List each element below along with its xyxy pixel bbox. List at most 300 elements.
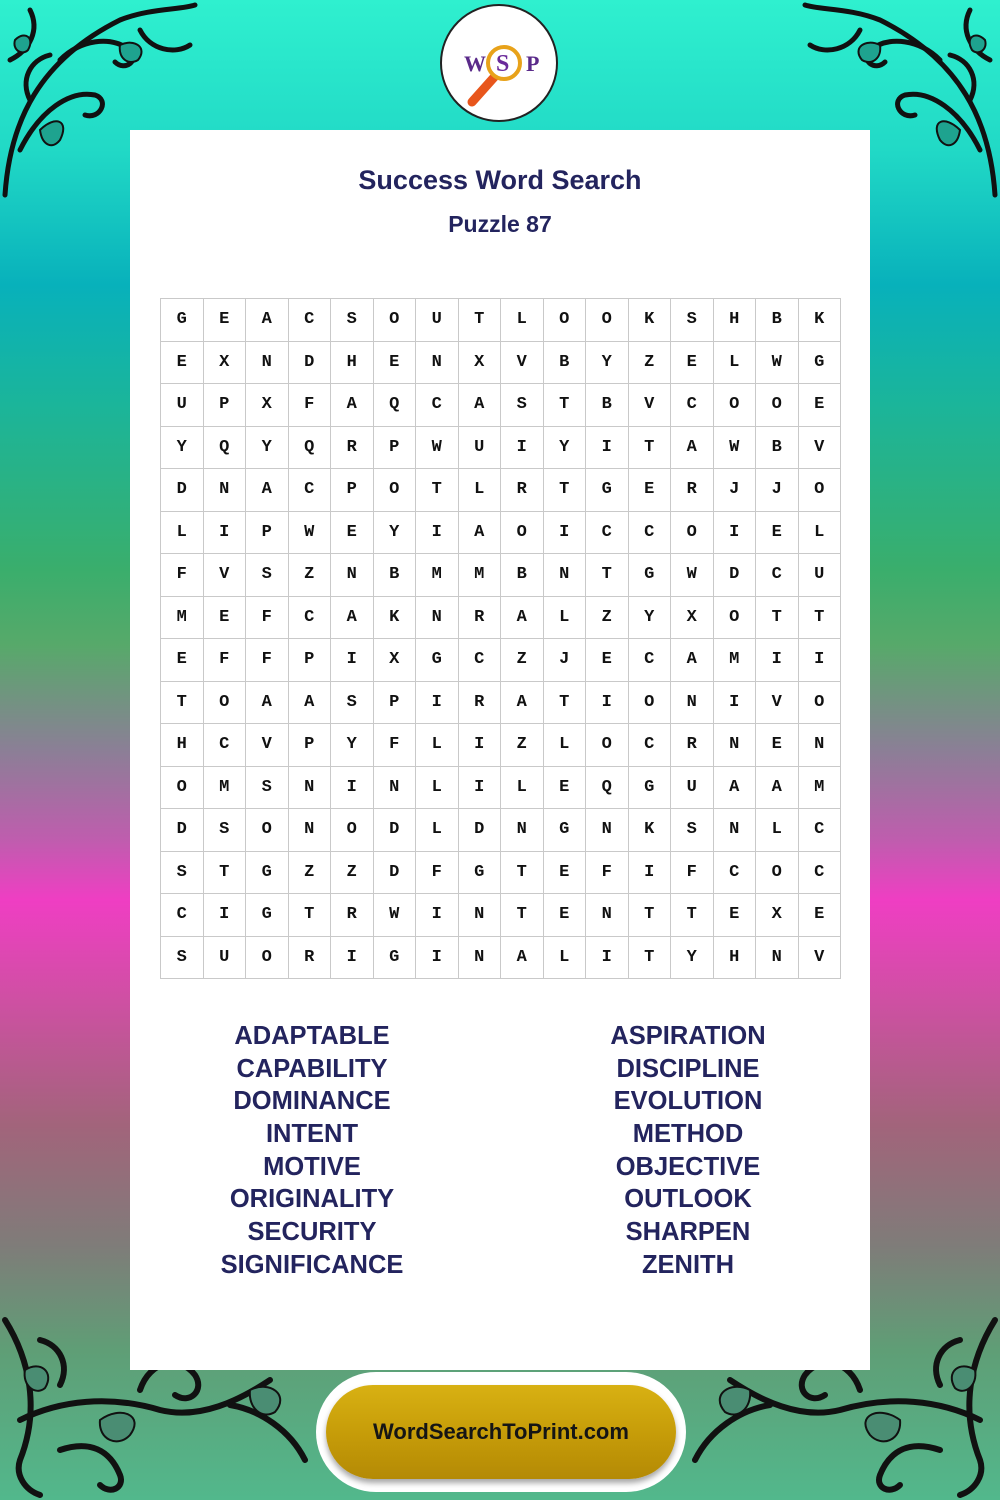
- grid-cell: L: [756, 809, 799, 852]
- grid-cell: I: [416, 511, 459, 554]
- grid-cell: E: [798, 894, 841, 937]
- grid-cell: E: [798, 384, 841, 427]
- website-button[interactable]: [326, 1385, 676, 1479]
- grid-cell: G: [798, 341, 841, 384]
- grid-row: [161, 596, 841, 639]
- grid-cell: N: [458, 894, 501, 937]
- grid-cell: C: [798, 809, 841, 852]
- grid-cell: D: [373, 809, 416, 852]
- grid-cell: Y: [246, 426, 289, 469]
- grid-cell: O: [161, 766, 204, 809]
- grid-cell: I: [798, 639, 841, 682]
- grid-cell: N: [203, 469, 246, 512]
- grid-cell: Q: [288, 426, 331, 469]
- grid-cell: V: [246, 724, 289, 767]
- grid-cell: I: [458, 766, 501, 809]
- grid-cell: K: [628, 299, 671, 342]
- grid-cell: U: [416, 299, 459, 342]
- grid-cell: O: [756, 384, 799, 427]
- grid-cell: G: [458, 851, 501, 894]
- grid-row: [161, 724, 841, 767]
- grid-cell: G: [373, 936, 416, 979]
- grid-cell: U: [161, 384, 204, 427]
- grid-cell: R: [671, 469, 714, 512]
- grid-cell: B: [756, 299, 799, 342]
- grid-cell: A: [671, 639, 714, 682]
- grid-cell: L: [458, 469, 501, 512]
- grid-cell: C: [458, 639, 501, 682]
- grid-cell: S: [331, 681, 374, 724]
- grid-cell: I: [586, 936, 629, 979]
- word-item: EVOLUTION: [613, 1087, 763, 1116]
- grid-cell: R: [331, 894, 374, 937]
- logo-letter-s: S: [496, 51, 510, 77]
- grid-cell: L: [416, 724, 459, 767]
- grid-cell: F: [416, 851, 459, 894]
- wsp-logo: [440, 4, 558, 122]
- grid-cell: Z: [586, 596, 629, 639]
- grid-cell: N: [713, 724, 756, 767]
- grid-cell: N: [586, 809, 629, 852]
- grid-row: [161, 511, 841, 554]
- grid-cell: Y: [628, 596, 671, 639]
- grid-cell: E: [161, 341, 204, 384]
- grid-cell: C: [416, 384, 459, 427]
- grid-cell: L: [543, 936, 586, 979]
- grid-cell: K: [373, 596, 416, 639]
- grid-cell: I: [458, 724, 501, 767]
- grid-cell: G: [586, 469, 629, 512]
- grid-cell: R: [458, 596, 501, 639]
- grid-cell: C: [756, 554, 799, 597]
- grid-cell: A: [458, 511, 501, 554]
- grid-row: [161, 639, 841, 682]
- grid-cell: O: [246, 936, 289, 979]
- grid-cell: L: [416, 809, 459, 852]
- grid-cell: Z: [288, 851, 331, 894]
- grid-cell: N: [331, 554, 374, 597]
- grid-cell: C: [713, 851, 756, 894]
- letter-grid: [160, 298, 841, 979]
- grid-cell: T: [671, 894, 714, 937]
- grid-cell: A: [671, 426, 714, 469]
- grid-cell: Q: [373, 384, 416, 427]
- grid-cell: O: [373, 469, 416, 512]
- grid-cell: F: [203, 639, 246, 682]
- grid-cell: J: [543, 639, 586, 682]
- grid-cell: V: [628, 384, 671, 427]
- grid-cell: H: [161, 724, 204, 767]
- grid-cell: U: [671, 766, 714, 809]
- grid-cell: F: [288, 384, 331, 427]
- grid-cell: X: [458, 341, 501, 384]
- word-item: ADAPTABLE: [234, 1022, 390, 1050]
- grid-cell: V: [798, 426, 841, 469]
- grid-cell: I: [416, 894, 459, 937]
- grid-row: [161, 469, 841, 512]
- grid-cell: L: [798, 511, 841, 554]
- word-item: MOTIVE: [263, 1152, 361, 1181]
- grid-cell: T: [543, 384, 586, 427]
- grid-cell: C: [586, 511, 629, 554]
- grid-cell: X: [373, 639, 416, 682]
- grid-cell: T: [543, 469, 586, 512]
- grid-cell: Z: [331, 851, 374, 894]
- grid-cell: B: [586, 384, 629, 427]
- grid-cell: C: [161, 894, 204, 937]
- grid-cell: E: [203, 596, 246, 639]
- grid-cell: M: [203, 766, 246, 809]
- grid-cell: T: [288, 894, 331, 937]
- grid-row: [161, 426, 841, 469]
- grid-cell: W: [373, 894, 416, 937]
- grid-cell: U: [203, 936, 246, 979]
- grid-cell: S: [246, 554, 289, 597]
- grid-cell: S: [161, 851, 204, 894]
- grid-cell: H: [713, 299, 756, 342]
- grid-cell: F: [246, 639, 289, 682]
- grid-cell: L: [713, 341, 756, 384]
- grid-cell: M: [713, 639, 756, 682]
- grid-cell: O: [586, 299, 629, 342]
- grid-cell: I: [543, 511, 586, 554]
- grid-cell: A: [501, 596, 544, 639]
- grid-cell: I: [416, 681, 459, 724]
- grid-cell: T: [161, 681, 204, 724]
- grid-cell: X: [756, 894, 799, 937]
- grid-cell: C: [203, 724, 246, 767]
- word-item: METHOD: [632, 1120, 744, 1149]
- grid-cell: Z: [501, 639, 544, 682]
- grid-cell: P: [203, 384, 246, 427]
- grid-cell: Y: [373, 511, 416, 554]
- grid-cell: O: [756, 851, 799, 894]
- grid-cell: C: [628, 639, 671, 682]
- grid-cell: H: [331, 341, 374, 384]
- word-item: CAPABILITY: [236, 1054, 388, 1083]
- grid-cell: I: [416, 936, 459, 979]
- grid-cell: M: [798, 766, 841, 809]
- grid-cell: B: [756, 426, 799, 469]
- grid-cell: A: [331, 384, 374, 427]
- grid-row: [161, 384, 841, 427]
- grid-cell: I: [203, 894, 246, 937]
- grid-cell: P: [288, 724, 331, 767]
- grid-cell: S: [671, 809, 714, 852]
- grid-cell: N: [543, 554, 586, 597]
- grid-cell: I: [756, 639, 799, 682]
- puzzle-number: Puzzle 87: [448, 211, 552, 237]
- grid-cell: F: [671, 851, 714, 894]
- grid-cell: S: [246, 766, 289, 809]
- grid-cell: G: [246, 851, 289, 894]
- logo-letter-p: P: [526, 51, 540, 76]
- grid-cell: C: [288, 469, 331, 512]
- grid-cell: A: [246, 299, 289, 342]
- grid-cell: T: [756, 596, 799, 639]
- grid-cell: Z: [501, 724, 544, 767]
- grid-cell: V: [756, 681, 799, 724]
- grid-cell: D: [161, 469, 204, 512]
- grid-cell: W: [288, 511, 331, 554]
- logo-letter-w: W: [464, 51, 486, 76]
- word-item: DOMINANCE: [233, 1087, 391, 1116]
- grid-cell: T: [628, 936, 671, 979]
- word-item: ORIGINALITY: [229, 1185, 395, 1214]
- grid-cell: N: [458, 936, 501, 979]
- grid-cell: N: [416, 596, 459, 639]
- grid-cell: A: [756, 766, 799, 809]
- grid-cell: I: [713, 511, 756, 554]
- grid-cell: E: [628, 469, 671, 512]
- grid-row: [161, 936, 841, 979]
- grid-cell: O: [246, 809, 289, 852]
- grid-cell: F: [161, 554, 204, 597]
- grid-cell: E: [756, 724, 799, 767]
- grid-cell: C: [671, 384, 714, 427]
- grid-cell: O: [501, 511, 544, 554]
- grid-cell: N: [373, 766, 416, 809]
- grid-cell: N: [671, 681, 714, 724]
- puzzle-card: [130, 130, 870, 1370]
- page-title: Success Word Search: [358, 165, 642, 195]
- grid-row: [161, 341, 841, 384]
- grid-cell: T: [628, 894, 671, 937]
- grid-cell: E: [373, 341, 416, 384]
- grid-cell: M: [416, 554, 459, 597]
- grid-cell: P: [288, 639, 331, 682]
- word-item: OUTLOOK: [624, 1185, 752, 1214]
- grid-cell: P: [373, 681, 416, 724]
- grid-cell: C: [628, 724, 671, 767]
- grid-cell: S: [161, 936, 204, 979]
- grid-cell: T: [501, 851, 544, 894]
- grid-cell: N: [713, 809, 756, 852]
- grid-cell: T: [798, 596, 841, 639]
- grid-cell: K: [798, 299, 841, 342]
- footer-badge: [316, 1372, 686, 1492]
- grid-cell: P: [331, 469, 374, 512]
- grid-cell: X: [246, 384, 289, 427]
- grid-cell: F: [373, 724, 416, 767]
- grid-cell: Y: [331, 724, 374, 767]
- grid-cell: N: [416, 341, 459, 384]
- grid-cell: E: [331, 511, 374, 554]
- grid-cell: I: [501, 426, 544, 469]
- word-list-right: [538, 1020, 838, 1282]
- grid-cell: I: [331, 936, 374, 979]
- grid-row: [161, 554, 841, 597]
- grid-cell: X: [203, 341, 246, 384]
- grid-cell: E: [713, 894, 756, 937]
- grid-cell: E: [543, 766, 586, 809]
- grid-cell: Z: [288, 554, 331, 597]
- grid-cell: L: [543, 596, 586, 639]
- word-item: INTENT: [265, 1120, 359, 1149]
- grid-cell: A: [458, 384, 501, 427]
- grid-row: [161, 766, 841, 809]
- grid-cell: E: [543, 851, 586, 894]
- grid-cell: T: [458, 299, 501, 342]
- word-item: ASPIRATION: [610, 1022, 766, 1050]
- grid-cell: R: [458, 681, 501, 724]
- grid-cell: D: [458, 809, 501, 852]
- grid-cell: X: [671, 596, 714, 639]
- word-item: DISCIPLINE: [616, 1054, 760, 1083]
- word-item: OBJECTIVE: [615, 1152, 761, 1181]
- grid-cell: O: [586, 724, 629, 767]
- grid-cell: U: [798, 554, 841, 597]
- grid-cell: G: [543, 809, 586, 852]
- word-item: ZENITH: [641, 1250, 735, 1279]
- grid-cell: N: [798, 724, 841, 767]
- grid-cell: O: [331, 809, 374, 852]
- grid-cell: M: [161, 596, 204, 639]
- grid-cell: V: [501, 341, 544, 384]
- grid-cell: S: [203, 809, 246, 852]
- grid-cell: R: [331, 426, 374, 469]
- grid-cell: E: [671, 341, 714, 384]
- grid-row: [161, 299, 841, 342]
- grid-cell: O: [373, 299, 416, 342]
- grid-cell: F: [586, 851, 629, 894]
- grid-cell: C: [288, 299, 331, 342]
- grid-cell: O: [798, 681, 841, 724]
- grid-cell: W: [713, 426, 756, 469]
- grid-cell: Z: [628, 341, 671, 384]
- grid-cell: I: [586, 426, 629, 469]
- grid-cell: N: [288, 809, 331, 852]
- grid-cell: Y: [161, 426, 204, 469]
- grid-cell: O: [671, 511, 714, 554]
- grid-cell: S: [501, 384, 544, 427]
- grid-cell: O: [543, 299, 586, 342]
- grid-cell: E: [161, 639, 204, 682]
- grid-cell: O: [798, 469, 841, 512]
- grid-cell: O: [628, 681, 671, 724]
- grid-cell: N: [288, 766, 331, 809]
- grid-cell: A: [713, 766, 756, 809]
- magnifier-handle-icon: [472, 74, 497, 102]
- grid-cell: L: [161, 511, 204, 554]
- grid-cell: B: [543, 341, 586, 384]
- grid-cell: T: [586, 554, 629, 597]
- grid-cell: V: [203, 554, 246, 597]
- grid-cell: W: [756, 341, 799, 384]
- grid-cell: U: [458, 426, 501, 469]
- word-item: SECURITY: [247, 1218, 377, 1247]
- grid-cell: G: [416, 639, 459, 682]
- grid-cell: T: [203, 851, 246, 894]
- grid-cell: C: [628, 511, 671, 554]
- grid-cell: J: [713, 469, 756, 512]
- grid-cell: C: [798, 851, 841, 894]
- grid-cell: N: [246, 341, 289, 384]
- grid-cell: L: [416, 766, 459, 809]
- grid-cell: S: [671, 299, 714, 342]
- grid-cell: Q: [586, 766, 629, 809]
- grid-cell: G: [161, 299, 204, 342]
- grid-cell: G: [246, 894, 289, 937]
- grid-cell: E: [756, 511, 799, 554]
- grid-cell: E: [586, 639, 629, 682]
- grid-cell: G: [628, 554, 671, 597]
- grid-cell: D: [161, 809, 204, 852]
- grid-cell: L: [501, 299, 544, 342]
- grid-cell: I: [331, 639, 374, 682]
- grid-cell: W: [671, 554, 714, 597]
- website-label: WordSearchToPrint.com: [373, 1419, 629, 1444]
- grid-cell: E: [203, 299, 246, 342]
- grid-cell: M: [458, 554, 501, 597]
- grid-cell: Y: [671, 936, 714, 979]
- word-item: SHARPEN: [625, 1218, 751, 1247]
- grid-cell: C: [288, 596, 331, 639]
- grid-cell: T: [628, 426, 671, 469]
- grid-row: [161, 894, 841, 937]
- grid-cell: I: [713, 681, 756, 724]
- grid-cell: F: [246, 596, 289, 639]
- grid-cell: W: [416, 426, 459, 469]
- grid-cell: V: [798, 936, 841, 979]
- grid-cell: T: [543, 681, 586, 724]
- grid-cell: P: [246, 511, 289, 554]
- word-item: SIGNIFICANCE: [220, 1250, 404, 1279]
- grid-cell: D: [373, 851, 416, 894]
- grid-cell: K: [628, 809, 671, 852]
- grid-cell: G: [628, 766, 671, 809]
- grid-cell: L: [543, 724, 586, 767]
- grid-row: [161, 851, 841, 894]
- grid-cell: A: [501, 681, 544, 724]
- grid-cell: D: [288, 341, 331, 384]
- grid-cell: Q: [203, 426, 246, 469]
- grid-cell: A: [288, 681, 331, 724]
- grid-row: [161, 809, 841, 852]
- grid-cell: O: [713, 384, 756, 427]
- grid-cell: D: [713, 554, 756, 597]
- grid-cell: L: [501, 766, 544, 809]
- grid-cell: R: [288, 936, 331, 979]
- grid-cell: Y: [586, 341, 629, 384]
- grid-cell: T: [416, 469, 459, 512]
- grid-cell: R: [501, 469, 544, 512]
- grid-cell: N: [501, 809, 544, 852]
- grid-cell: A: [246, 681, 289, 724]
- grid-row: [161, 681, 841, 724]
- grid-cell: A: [501, 936, 544, 979]
- grid-cell: N: [586, 894, 629, 937]
- grid-cell: B: [501, 554, 544, 597]
- grid-cell: R: [671, 724, 714, 767]
- grid-cell: N: [756, 936, 799, 979]
- grid-cell: J: [756, 469, 799, 512]
- grid-cell: Y: [543, 426, 586, 469]
- grid-cell: T: [501, 894, 544, 937]
- grid-cell: A: [246, 469, 289, 512]
- grid-cell: B: [373, 554, 416, 597]
- grid-cell: I: [331, 766, 374, 809]
- grid-cell: I: [586, 681, 629, 724]
- grid-cell: S: [331, 299, 374, 342]
- grid-cell: O: [713, 596, 756, 639]
- grid-cell: I: [203, 511, 246, 554]
- grid-cell: A: [331, 596, 374, 639]
- word-list-left: [162, 1020, 462, 1282]
- grid-cell: H: [713, 936, 756, 979]
- grid-cell: O: [203, 681, 246, 724]
- grid-cell: E: [543, 894, 586, 937]
